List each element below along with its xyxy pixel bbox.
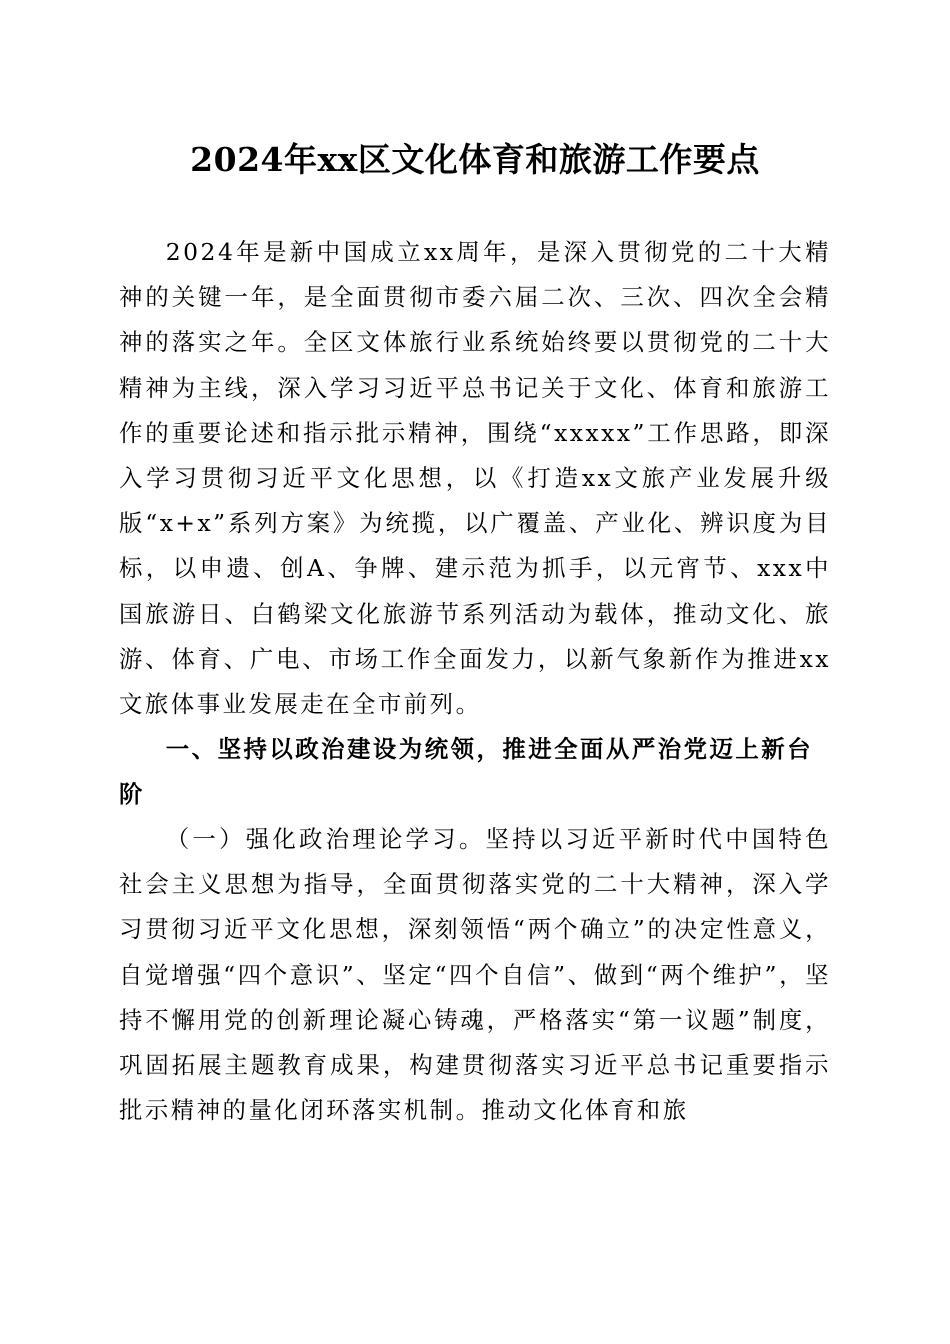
intro-paragraph: 2024年是新中国成立xx周年，是深入贯彻党的二十大精神的关键一年，是全面贯彻市委六届二次、三次、四次全会精神的落实之年。全区文体旅行业系统始终要以贯彻党的二十大精神为主线，深入学习习近平总书记关于文化、体育和旅游工作的重要论述和指示批示精神，围绕“xxxxx”工作思路，即深入学习贯彻习近平文化思想，以《打造xx文旅产业发展升级版“x+x”系列方案》为统揽，以广覆盖、产业化、辨识度为目标，以申遗、创A、争牌、建示范为抓手，以元宵节、xxx中国旅游日、白鹤梁文化旅游节系列活动为载体，推动文化、旅游、体育、广电、市场工作全面发力，以新气象新作为推进xx文旅体事业发展走在全市前列。 xyxy=(119,238,831,719)
subsection-1-text: 坚持以习近平新时代中国特色社会主义思想为指导，全面贯彻落实党的二十大精神，深入学习贯彻习近平文化思想，深刻领悟“两个确立”的决定性意义，自觉增强“四个意识”、坚定“四个自信”、做到“两个维护”，坚持不懈用党的创新理论凝心铸魂，严格落实“第一议题”制度，巩固拓展主题教育成果，构建贯彻落实习近平总书记重要指示批示精神的量化闭环落实机制。推动文化体育和旅 xyxy=(119,825,831,1125)
section-1-heading: 一、坚持以政治建设为统领，推进全面从严治党迈上新台阶 xyxy=(119,735,814,809)
subsection-1-lead: （一）强化政治理论学习。 xyxy=(165,825,486,853)
section-1-paragraph xyxy=(119,817,831,1133)
document-title: 2024年xx区文化体育和旅游工作要点 xyxy=(190,140,760,179)
